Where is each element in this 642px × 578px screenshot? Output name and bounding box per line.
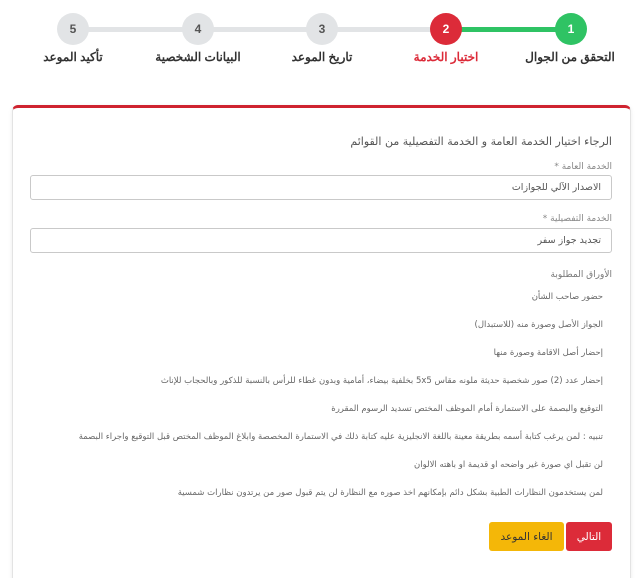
required-documents-title: الأوراق المطلوبة <box>550 270 612 280</box>
required-document-item: لن تقبل اي صورة غير واضحه او قديمة او باهته الالوان <box>413 460 603 470</box>
required-document-item: التوقيع والبصمة على الاستمارة أمام الموظف المختص تسديد الرسوم المقررة <box>331 404 603 414</box>
step-connector-3-4 <box>198 27 322 32</box>
step-connector-1-2 <box>446 27 571 32</box>
step-4-circle: 4 <box>182 13 214 45</box>
required-document-item: الجواز الأصل وصورة منه (للاستبدال) <box>474 320 603 330</box>
step-1-label: التحقق من الجوال <box>525 50 615 64</box>
step-2-label: اختيار الخدمة <box>413 50 479 64</box>
step-5-circle: 5 <box>57 13 89 45</box>
step-3-circle: 3 <box>306 13 338 45</box>
step-connector-2-3 <box>322 27 446 32</box>
form-instructions: الرجاء اختيار الخدمة العامة و الخدمة التفصيلية من القوائم <box>350 135 612 148</box>
required-document-item: حضور صاحب الشأن <box>531 292 603 302</box>
step-3-label: تاريخ الموعد <box>291 50 353 64</box>
general-service-select[interactable]: الاصدار الآلي للجوازات <box>30 175 612 200</box>
cancel-appointment-button[interactable]: الغاء الموعد <box>489 522 564 551</box>
step-2-circle: 2 <box>430 13 462 45</box>
detailed-service-select[interactable]: تجديد جواز سفر <box>30 228 612 253</box>
next-button[interactable]: التالي <box>566 522 612 551</box>
service-selection-card <box>12 105 631 578</box>
step-4-label: البيانات الشخصية <box>155 50 241 64</box>
general-service-label: الخدمة العامة * <box>554 162 612 172</box>
required-document-item: تنبيه : لمن يرغب كتابة أسمه بطريقة معينة باللغة الانجليزية عليه كتابة ذلك في الاستمارة المخصصة وابلاغ الموظف المختص قبل التوقيع واجراء البصمة <box>78 432 603 442</box>
required-document-item: لمن يستخدمون النظارات الطبية بشكل دائم بإمكانهم اخذ صوره مع النظارة لن يتم قبول صور من يرتدون نظارات شمسية <box>177 488 603 498</box>
detailed-service-label: الخدمة التفصيلية * <box>542 214 612 224</box>
progress-stepper <box>0 0 642 80</box>
step-connector-4-5 <box>73 27 198 32</box>
step-5-label: تأكيد الموعد <box>43 50 103 64</box>
step-1-circle: 1 <box>555 13 587 45</box>
required-document-item: إحضار أصل الاقامة وصورة منها <box>493 348 603 358</box>
required-document-item: إحضار عدد (2) صور شخصية حديثة ملونه مقاس 5x5 بخلفية بيضاء، أمامية وبدون غطاء للرأس بالنسبة للذكور وبالحجاب للإناث <box>160 376 603 386</box>
